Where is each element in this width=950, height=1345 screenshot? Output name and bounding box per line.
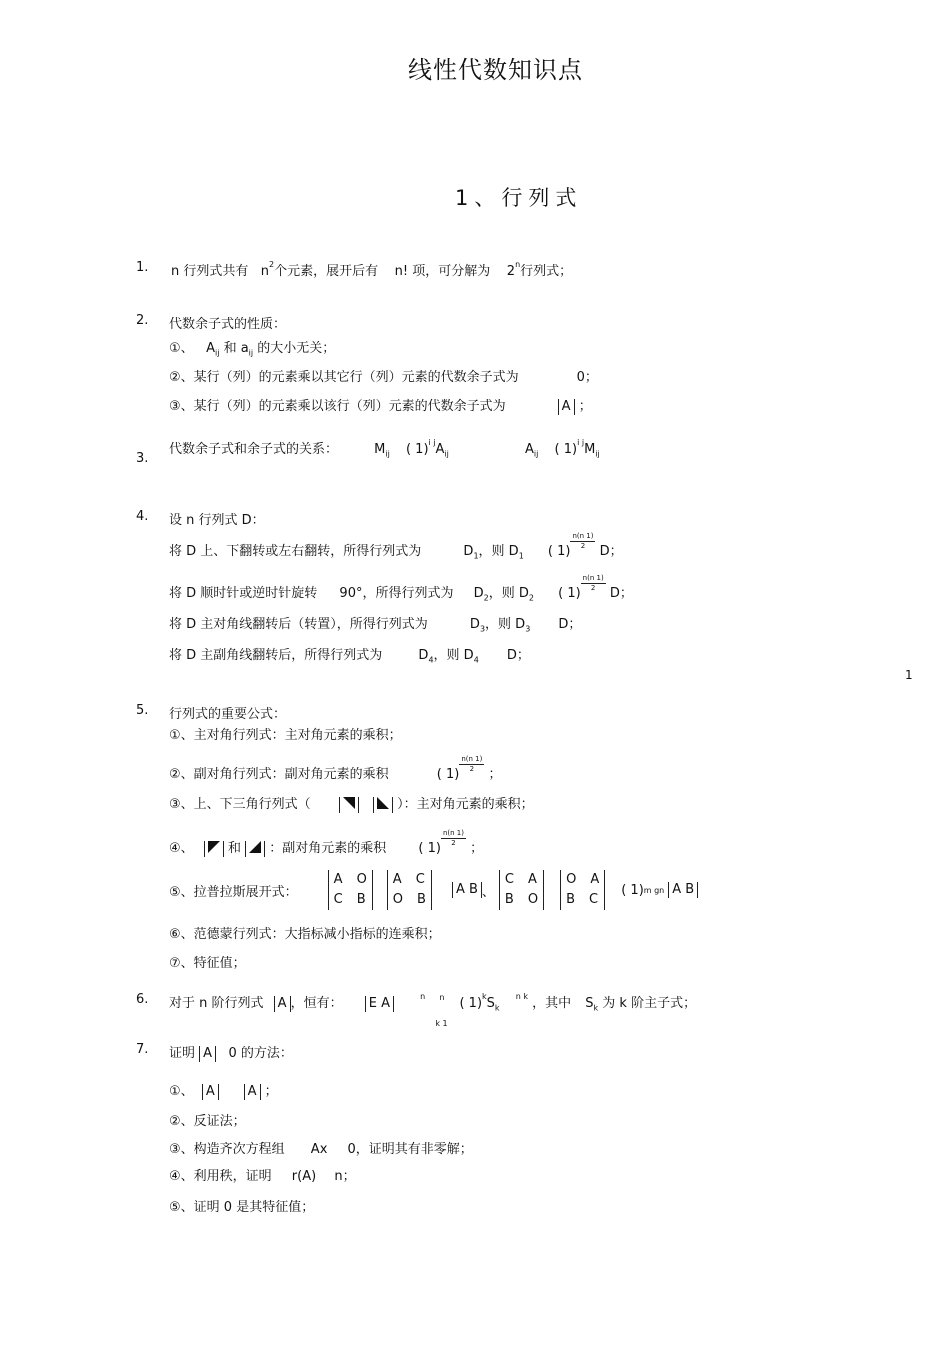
sub-item: 将 D 主副角线翻转后，所得行列式为 $D_4$，则 $D_4$ D； <box>169 648 530 665</box>
item-text: 代数余子式和余子式的关系： $M_{ij}$ ( $1)^{i j}A_{ij}$ $A_{ij}$ ( $1)^{i j}M_{ij}$ <box>169 438 600 459</box>
matrix: O A B C <box>560 870 605 910</box>
item-number: 4. <box>136 509 149 524</box>
sub-item: 将 D 上、下翻转或左右翻转，所得行列式为 $D_1$，则 $D_1$ ( 1) $\frac{n(n 1)}{2}$ D； <box>169 532 623 561</box>
item-number: 5. <box>136 703 149 718</box>
sub-item: ②、副对角行列式：副对角元素的乘积 ( 1) $\frac{n(n 1)}{2}$ ； <box>169 755 502 782</box>
sub-item: 将 D 顺时针或逆时针旋转 90°，所得行列式为 $D_2$，则 $D_2$ ( 1) $\frac{n(n 1)}{2}$ D； <box>169 574 633 603</box>
lower-triangle-icon <box>373 797 393 813</box>
item-heading: 行列式的重要公式： <box>169 707 287 722</box>
page-number: 1 <box>905 668 913 682</box>
sub-item: ②、反证法； <box>169 1114 246 1129</box>
section-heading: 1、行列式 <box>455 186 583 210</box>
sub-item: ⑤、证明 0 是其特征值； <box>169 1200 315 1215</box>
sub-item: ⑤、拉普拉斯展开式： A O C B A C O B A B 、 C A B O O A B C ( 1) m gn A B <box>169 870 698 910</box>
sub-item: ②、某行（列）的元素乘以其它行（列）元素的代数余子式为 0； <box>169 370 598 385</box>
item-heading: 设 n 行列式 D： <box>169 513 265 528</box>
item-heading: 代数余子式的性质： <box>169 317 287 332</box>
item-heading: 证明 A 0 的方法： <box>169 1046 293 1061</box>
matrix: A C O B <box>387 870 432 910</box>
sub-item: ⑦、特征值； <box>169 956 246 971</box>
matrix: A O C B <box>328 870 373 910</box>
sub-item: ③、上、下三角行列式（ ）：主对角元素的乘积； <box>169 797 534 812</box>
item-number: 3. <box>136 451 149 466</box>
upper-left-triangle-icon <box>204 841 224 857</box>
sub-item: ③、某行（列）的元素乘以该行（列）元素的代数余子式为 A ； <box>169 399 592 414</box>
item-number: 1. <box>136 260 149 275</box>
page-title: 线性代数知识点 <box>408 56 583 84</box>
item-text: 对于 n 阶行列式 A ，恒有： E A $^n$ n k 1 ( $1)^kS_k$ $^{n k}$ ，其中 $S_k$ 为 k 阶主子式； <box>169 992 697 1028</box>
matrix: C A B O <box>499 870 544 910</box>
sub-item: 将 D 主对角线翻转后（转置），所得行列式为 $D_3$，则 $D_3$ D； <box>169 617 582 634</box>
sub-item: ③、构造齐次方程组 Ax 0，证明其有非零解； <box>169 1142 473 1157</box>
sub-item: ①、 $A_{ij}$ 和 $a_{ij}$ 的大小无关； <box>169 341 336 358</box>
item-text: n 行列式共有 $n^2$个元素，展开后有 n! 项，可分解为 2$^n$行列式； <box>171 260 573 279</box>
sub-item: ⑥、范德蒙行列式：大指标减小指标的连乘积； <box>169 927 441 942</box>
item-number: 2. <box>136 313 149 328</box>
item-number: 7. <box>136 1042 149 1057</box>
upper-triangle-icon <box>339 797 359 813</box>
sub-item: ①、主对角行列式：主对角元素的乘积； <box>169 728 402 743</box>
sub-item: ①、 A A ； <box>169 1084 278 1099</box>
sub-item: ④、 和 ：副对角元素的乘积 ( 1) $\frac{n(n 1)}{2}$ ； <box>169 829 484 856</box>
lower-right-triangle-icon <box>245 841 265 857</box>
item-number: 6. <box>136 992 149 1007</box>
sub-item: ④、利用秩，证明 r(A) n； <box>169 1169 356 1184</box>
